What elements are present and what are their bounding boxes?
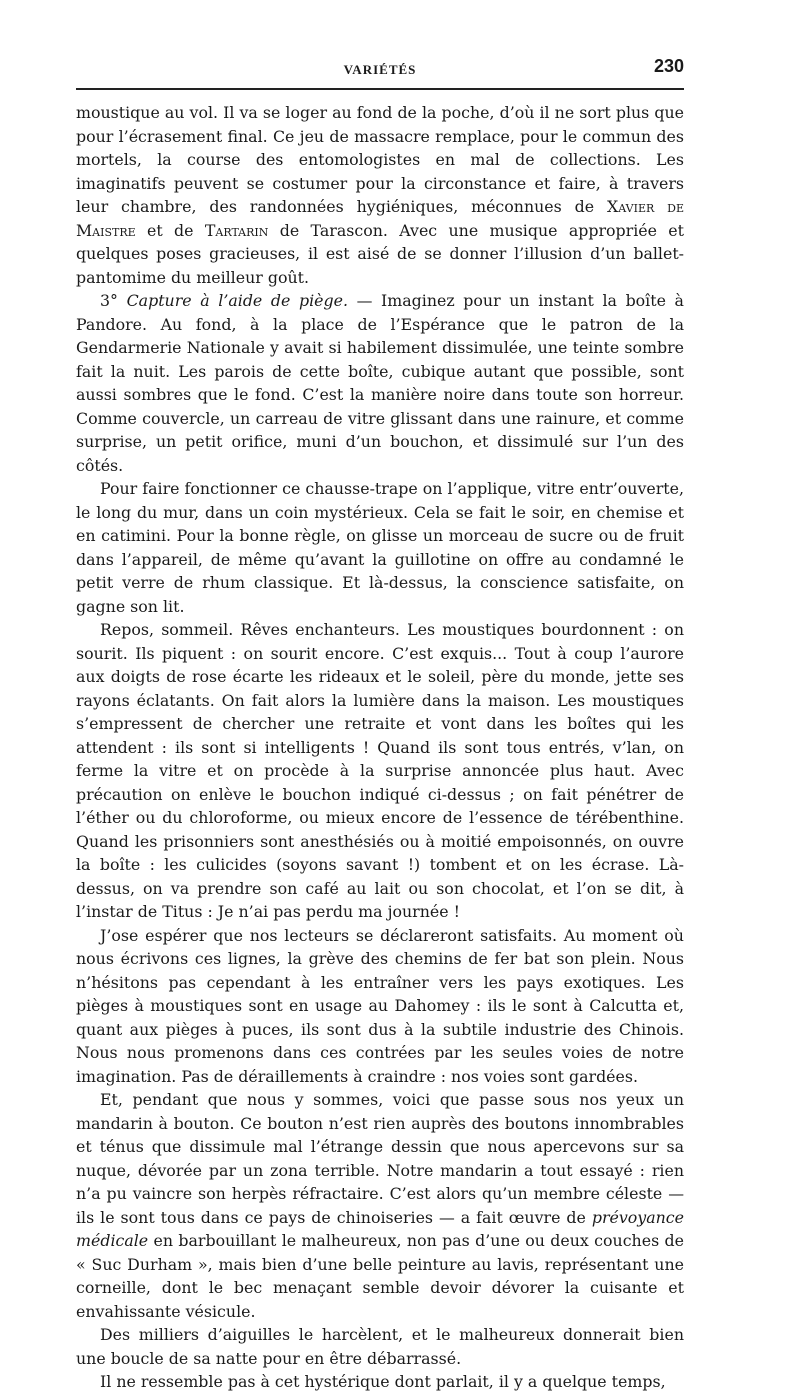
text-run: Il ne ressemble pas à cet hystérique dont parlait, il y a quelque temps, bbox=[100, 1372, 666, 1391]
body-text bbox=[76, 101, 684, 1394]
paragraph bbox=[76, 1370, 684, 1394]
paragraph bbox=[76, 477, 684, 618]
paragraph bbox=[76, 101, 684, 289]
italic-text: Capture à l’aide de piège. bbox=[126, 291, 348, 310]
text-run: de Tarascon. Avec une musique appropriée et quelques poses gracieuses, il est aisé de se donner l’illusion d’un ballet-pantomime du meilleur goût. bbox=[76, 220, 684, 287]
italic-text: prévoyance médicale bbox=[76, 1207, 684, 1250]
header-rule bbox=[76, 88, 684, 90]
text-run: moustique au vol. Il va se loger au fond de la poche, d’où il ne sort plus que pour l’écrasement final. Ce jeu de massacre remplace, pour le commun des mortels, la course des entomologistes en mal de collections. Les imaginatifs peuvent se costumer pour la circonstance et faire, à travers leur chambre, des randonnées hygiéniques, méconnues de bbox=[76, 103, 684, 216]
running-head bbox=[76, 54, 684, 84]
small-caps-name: Xavier de Maistre bbox=[76, 197, 684, 240]
text-run: J’ose espérer que nos lecteurs se déclareront satisfaits. Au moment où nous écrivons ces lignes, la grève des chemins de fer bat son plein. Nous n’hésitons pas cependant à les entraîner vers les pays exotiques. Les pièges à moustiques sont en usage au Dahomey : ils le sont à Calcutta et, quant aux pièges à puces, ils sont dus à la subtile industrie des Chinois. Nous nous promenons dans ces contrées par les seules voies de notre imagination. Pas de déraillements à craindre : nos voies sont gardées. bbox=[76, 925, 684, 1086]
text-run: — Imaginez pour un instant la boîte à Pandore. Au fond, à la place de l’Espérance que le patron de la Gendarmerie Nationale y avait si habilement dissimulée, une teinte sombre fait la nuit. Les parois de cette boîte, cubique autant que possible, sont aussi sombres que le fond. C’est la manière noire dans toute son horreur. Comme couvercle, un carreau de vitre glissant dans une rainure, et comme surprise, un petit orifice, muni d’un bouchon, et dissimulé sur l’un des côtés. bbox=[76, 291, 684, 475]
paragraph bbox=[76, 289, 684, 477]
paragraph bbox=[76, 924, 684, 1089]
text-run: et de bbox=[135, 220, 205, 240]
text-run: 3° bbox=[100, 291, 127, 310]
text-run: Repos, sommeil. Rêves enchanteurs. Les moustiques bourdonnent : on sourit. Ils piquent : on sourit encore. C’est exquis... Tout à coup l’aurore aux doigts de rose écarte les rideaux et le soleil, père du monde, jette ses rayons éclatants. On fait alors la lumière dans la maison. Les moustiques s’empressent de chercher une retraite et vont dans les boîtes qui les attendent : ils sont si intelligents ! Quand ils sont tous entrés, v’lan, on ferme la vitre et on procède à la surprise annoncée plus haut. Avec précaution on enlève le bouchon indiqué ci-dessus ; on fait pénétrer de l’éther ou du chloroforme, ou mieux encore de l’essence de térébenthine. Quand les prisonniers sont anesthésiés ou à moitié empoisonnés, on ouvre la boîte : les culicides (soyons savant !) tombent et on les écrase. Là-dessus, on va prendre son café au lait ou son chocolat, et l’on se dit, à l’instar de Titus : Je n’ai pas perdu ma journée ! bbox=[76, 620, 684, 921]
small-caps-name: Tartarin bbox=[204, 220, 269, 240]
section-title: VARIÉTÉS bbox=[343, 62, 417, 77]
paragraph bbox=[76, 1323, 684, 1370]
paragraph bbox=[76, 1088, 684, 1323]
text-run: en barbouillant le malheureux, non pas d’une ou deux couches de « Suc Durham », mais bien d’une belle peinture au lavis, représentant une corneille, dont le bec menaçant semble devoir dévorer la cuisante et envahissante vésicule. bbox=[76, 1231, 684, 1321]
text-run: Des milliers d’aiguilles le harcèlent, et le malheureux donnerait bien une boucle de sa natte pour en être débarrassé. bbox=[76, 1325, 684, 1368]
paragraph bbox=[76, 618, 684, 924]
text-run: Et, pendant que nous y sommes, voici que passe sous nos yeux un mandarin à bouton. Ce bouton n’est rien auprès des boutons innombrables et ténus que dissimule mal l’étrange dessin que nous apercevons sur sa nuque, dévorée par un zona terrible. Notre mandarin a tout essayé : rien n’a pu vaincre son herpès réfractaire. C’est alors qu’un membre céleste — ils le sont tous dans ce pays de chinoiseries — a fait œuvre de bbox=[76, 1090, 684, 1227]
page-number: 230 bbox=[653, 56, 684, 76]
text-run: Pour faire fonctionner ce chausse-trape on l’applique, vitre entr’ouverte, le long du mur, dans un coin mystérieux. Cela se fait le soir, en chemise et en catimini. Pour la bonne règle, on glisse un morceau de sucre ou de fruit dans l’appareil, de même qu’avant la guillotine on offre au condamné le petit verre de rhum classique. Et là-dessus, la conscience satisfaite, on gagne son lit. bbox=[76, 479, 684, 616]
